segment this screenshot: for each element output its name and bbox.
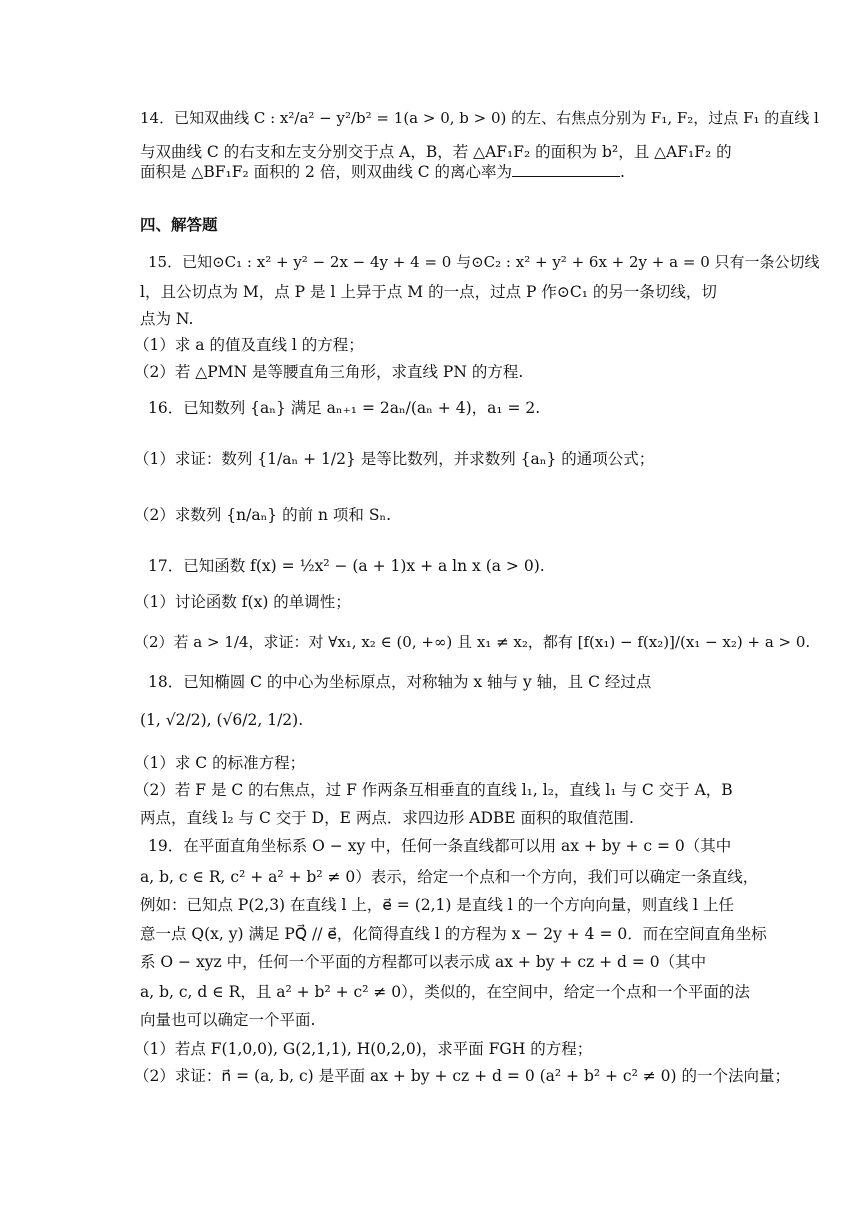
q18-line-2: (1, √2/2), (√6/2, 1/2).	[140, 711, 304, 729]
q15-part-2: （2）若 △PMN 是等腰直角三角形，求直线 PN 的方程.	[134, 363, 524, 381]
q16-part-1: （1）求证：数列 {1/aₙ + 1/2} 是等比数列，并求数列 {aₙ} 的通项公式；	[134, 450, 655, 468]
q19-line-5: 系 O − xyz 中，任何一个平面的方程都可以表示成 ax + by + cz + d = 0（其中	[140, 953, 707, 971]
q18-line-1: 18．已知椭圆 C 的中心为坐标原点，对称轴为 x 轴与 y 轴，且 C 经过点	[148, 673, 652, 691]
q14-line-1: 14．已知双曲线 C : x²/a² − y²/b² = 1(a > 0, b > 0) 的左、右焦点分别为 F₁, F₂，过点 F₁ 的直线 l	[140, 109, 819, 127]
q18-line-5: 两点，直线 l₂ 与 C 交于 D，E 两点．求四边形 ADBE 面积的取值范围.	[140, 809, 634, 827]
q19-line-3: 例如：已知点 P(2,3) 在直线 l 上，e⃗ = (2,1) 是直线 l 的一个方向向量，则直线 l 上任	[140, 896, 735, 914]
q14-line-2: 与双曲线 C 的右支和左支分别交于点 A，B，若 △AF₁F₂ 的面积为 b²，且 △AF₁F₂ 的	[140, 143, 732, 161]
q15-line-2: l，且公切点为 M，点 P 是 l 上异于点 M 的一点，过点 P 作⊙C₁ 的另一条切线，切	[140, 283, 717, 301]
q15-line-1: 15．已知⊙C₁ : x² + y² − 2x − 4y + 4 = 0 与⊙C₂ : x² + y² + 6x + 2y + a = 0 只有一条公切线	[148, 253, 820, 271]
answer-blank[interactable]	[512, 162, 620, 177]
q16-part-2: （2）求数列 {n/aₙ} 的前 n 项和 Sₙ.	[134, 506, 392, 524]
q19-part-1: （1）若点 F(1,0,0), G(2,1,1), H(0,2,0)，求平面 FGH 的方程；	[134, 1040, 593, 1058]
q17-part-1: （1）讨论函数 f(x) 的单调性；	[134, 593, 351, 611]
q17-part-2: （2）若 a > 1/4，求证：对 ∀x₁, x₂ ∈ (0, +∞) 且 x₁ ≠ x₂，都有 [f(x₁) − f(x₂)]/(x₁ − x₂) + a > 0.	[134, 633, 811, 651]
q19-line-2: a, b, c ∈ R, c² + a² + b² ≠ 0）表示，给定一个点和一个方向，我们可以确定一条直线，	[140, 868, 759, 886]
q18-part-2: （2）若 F 是 C 的右焦点，过 F 作两条互相垂直的直线 l₁, l₂，直线 l₁ 与 C 交于 A，B	[134, 781, 733, 799]
q19-part-2: （2）求证：n⃗ = (a, b, c) 是平面 ax + by + cz + d = 0 (a² + b² + c² ≠ 0) 的一个法向量；	[134, 1067, 791, 1085]
q19-line-1: 19．在平面直角坐标系 O − xy 中，任何一条直线都可以用 ax + by + c = 0（其中	[148, 837, 732, 855]
q17-line-1: 17．已知函数 f(x) = ½x² − (a + 1)x + a ln x (a > 0).	[148, 557, 545, 575]
q19-line-6: a, b, c, d ∈ R，且 a² + b² + c² ≠ 0），类似的，在空间中，给定一个点和一个平面的法	[140, 983, 750, 1001]
q18-part-1: （1）求 C 的标准方程；	[134, 754, 306, 772]
section-heading: 四、解答题	[140, 216, 218, 234]
q15-line-3: 点为 N.	[140, 310, 194, 328]
q15-part-1: （1）求 a 的值及直线 l 的方程；	[134, 336, 364, 354]
q16-line-1: 16．已知数列 {aₙ} 满足 aₙ₊₁ = 2aₙ/(aₙ + 4)，a₁ = 2.	[148, 399, 541, 417]
q14-line-3: 面积是 △BF₁F₂ 面积的 2 倍，则双曲线 C 的离心率为 .	[140, 163, 625, 181]
q19-line-7: 向量也可以确定一个平面.	[140, 1011, 316, 1029]
q19-line-4: 意一点 Q(x, y) 满足 PQ⃗ // e⃗，化简得直线 l 的方程为 x − 2y + 4 = 0．而在空间直角坐标	[140, 925, 767, 943]
